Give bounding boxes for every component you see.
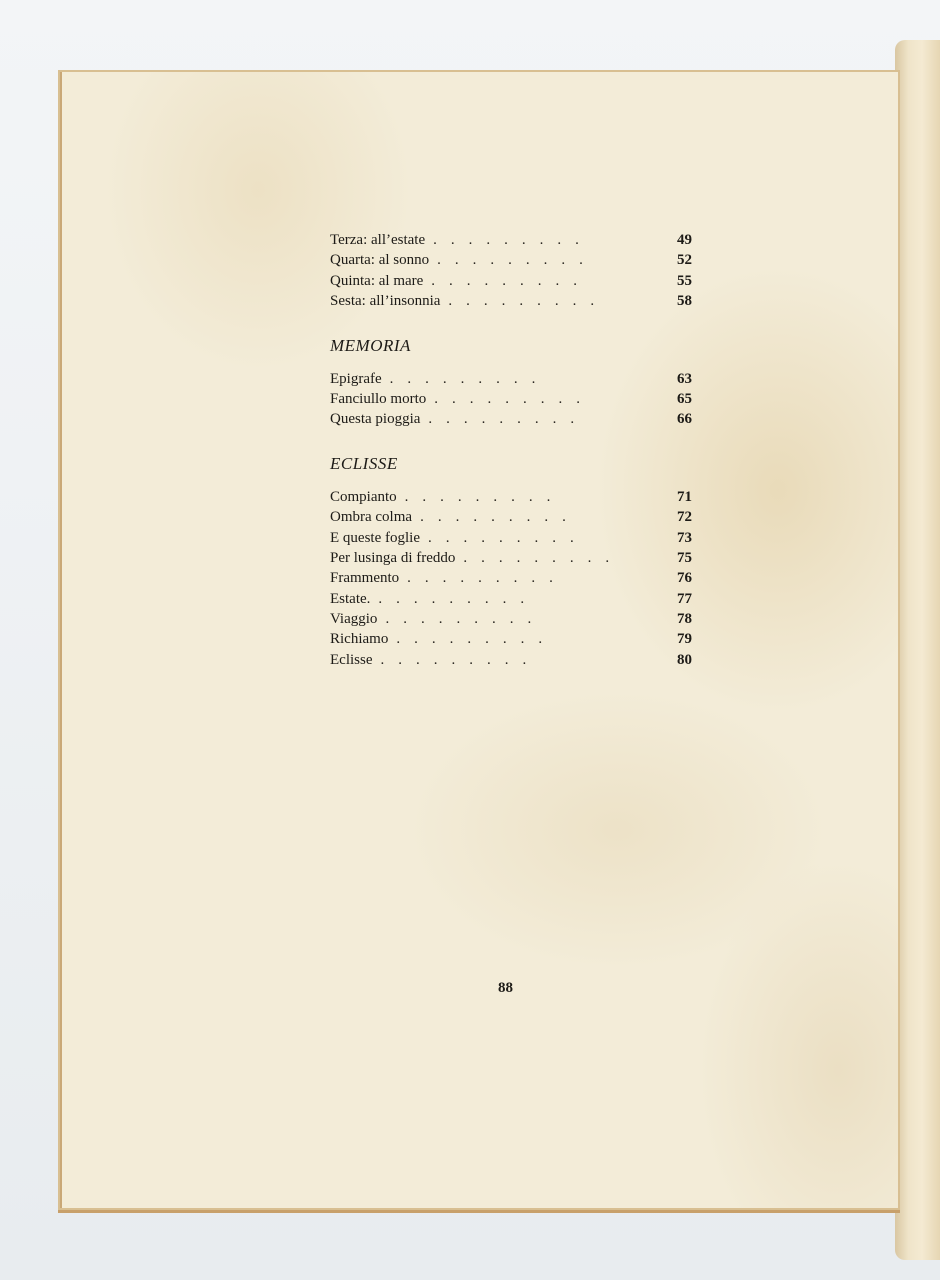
facing-page-edge (895, 40, 940, 1260)
toc-entry-title: Ombra colma (330, 509, 413, 526)
toc-leader-dots: ......... (427, 529, 588, 546)
toc-entry-page: 79 (677, 631, 692, 648)
toc-entry-page: 77 (677, 590, 692, 607)
toc-leader-dots: ......... (434, 390, 594, 407)
toc-entry (330, 291, 692, 311)
toc-entry (330, 369, 692, 389)
toc-entry-title: Viaggio (330, 611, 378, 628)
table-of-contents (330, 230, 692, 670)
toc-leader-dots: ......... (437, 252, 597, 269)
toc-section-heading: MEMORIA (330, 335, 411, 355)
toc-leader-dots: ......... (407, 570, 567, 587)
toc-entry (330, 609, 692, 629)
toc-entry-page: 76 (677, 570, 692, 587)
toc-entry-page: 72 (677, 509, 692, 526)
toc-leader-dots: ......... (380, 651, 541, 668)
toc-entry-page: 49 (677, 232, 692, 248)
toc-leader-dots: ......... (389, 370, 550, 387)
toc-entry-page: 52 (677, 252, 692, 269)
toc-entry-title: Quarta: al sonno (330, 252, 430, 269)
toc-leader-dots: ......... (378, 590, 539, 607)
toc-entry (330, 230, 692, 250)
toc-entry-title: Compianto (330, 488, 397, 505)
book-page (58, 70, 900, 1213)
toc-entry-title: Estate. (330, 590, 371, 607)
page-number: 88 (498, 980, 513, 996)
toc-entry-title: Terza: all’estate (330, 232, 426, 248)
toc-entry (330, 548, 692, 568)
toc-entry (330, 389, 692, 409)
toc-entry-page: 73 (677, 529, 692, 546)
toc-leader-dots: ......... (404, 488, 565, 505)
toc-entry (330, 250, 692, 270)
toc-entry-page: 71 (677, 488, 692, 505)
toc-entry-title: Questa pioggia (330, 411, 421, 428)
toc-leader-dots: ......... (428, 411, 589, 428)
toc-section-eclisse (330, 454, 692, 671)
toc-entry-page: 58 (677, 293, 692, 310)
toc-section-heading: ECLISSE (330, 453, 398, 473)
toc-entry (330, 271, 692, 291)
toc-entry (330, 589, 692, 609)
toc-entry (330, 507, 692, 527)
toc-entry-title: E queste foglie (330, 529, 420, 546)
toc-entry (330, 629, 692, 649)
toc-entry-title: Frammento (330, 570, 400, 587)
toc-leader-dots: ......... (420, 509, 580, 526)
toc-entry (330, 528, 692, 548)
toc-entry-title: Sesta: all’insonnia (330, 293, 441, 310)
toc-leader-dots: ......... (396, 631, 557, 648)
toc-entry-page: 66 (677, 411, 692, 428)
toc-section-memoria (330, 336, 692, 430)
toc-entry-title: Per lusinga di freddo (330, 549, 456, 566)
toc-leader-dots: ......... (463, 549, 624, 566)
toc-entry-page: 75 (677, 549, 692, 566)
toc-leader-dots: ......... (385, 611, 546, 628)
toc-entry (330, 650, 692, 670)
toc-entry-title: Fanciullo morto (330, 390, 427, 407)
toc-entry (330, 568, 692, 588)
toc-entry-page: 65 (677, 390, 692, 407)
toc-entry-title: Epigrafe (330, 370, 382, 387)
toc-entry (330, 409, 692, 429)
toc-leader-dots: ......... (448, 293, 609, 310)
toc-entry-page: 78 (677, 611, 692, 628)
toc-entry-title: Richiamo (330, 631, 389, 648)
toc-entry-page: 55 (677, 272, 692, 289)
toc-entry-page: 63 (677, 370, 692, 387)
toc-entry-title: Quinta: al mare (330, 272, 424, 289)
toc-entry (330, 487, 692, 507)
toc-continued-group (330, 230, 692, 312)
toc-entry-title: Eclisse (330, 651, 373, 668)
toc-leader-dots: ......... (431, 272, 592, 289)
toc-leader-dots: ......... (433, 232, 593, 248)
toc-entry-page: 80 (677, 651, 692, 668)
